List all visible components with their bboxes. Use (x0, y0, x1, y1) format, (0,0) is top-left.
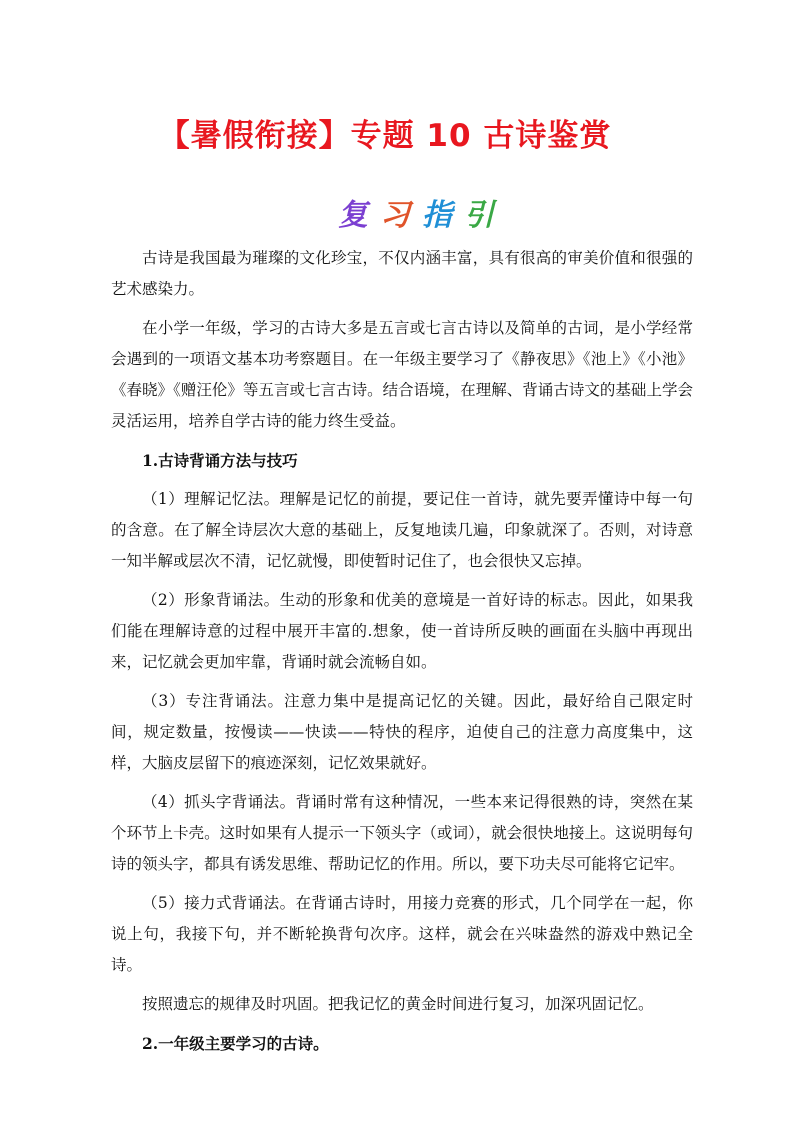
document-body (111, 243, 693, 1067)
guide-char-1: 复 (338, 198, 380, 233)
section-heading-poems: 2.一年级主要学习的古诗。 (142, 1034, 329, 1053)
guide-char-2: 习 (380, 198, 422, 233)
review-guide-heading (337, 196, 507, 236)
paragraph-review: 按照遗忘的规律及时巩固。把我记忆的黄金时间进行复习，加深巩固记忆。 (142, 995, 654, 1013)
page-title: 【暑假衔接】专题 10 古诗鉴赏 (158, 118, 612, 154)
paragraph-method-3: （3）专注背诵法。注意力集中是提高记忆的关键。因此，最好给自己限定时间，规定数量，按慢读——快读——特快的程序，迫使自己的注意力高度集中，这样，大脑皮层留下的痕迹深刻，记忆效果就好。 (111, 692, 693, 772)
paragraph-method-1: （1）理解记忆法。理解是记忆的前提，要记住一首诗，就先要弄懂诗中每一句的含意。在了解全诗层次大意的基础上，反复地读几遍，印象就深了。否则，对诗意一知半解或层次不清，记忆就慢，即使暂时记住了，也会很快又忘掉。 (111, 490, 693, 570)
paragraph-method-2: （2）形象背诵法。生动的形象和优美的意境是一首好诗的标志。因此，如果我们能在理解诗意的过程中展开丰富的.想象，使一首诗所反映的画面在头脑中再现出来，记忆就会更加牢靠，背诵时就会流畅自如。 (111, 591, 693, 671)
guide-char-3: 指 (422, 198, 464, 233)
paragraph-method-4: （4）抓头字背诵法。背诵时常有这种情况，一些本来记得很熟的诗，突然在某个环节上卡壳。这时如果有人提示一下领头字（或词），就会很快地接上。这说明每句诗的领头字，都具有诱发思维、帮助记忆的作用。所以，要下功夫尽可能将它记牢。 (111, 793, 693, 873)
paragraph-method-5: （5）接力式背诵法。在背诵古诗时，用接力竞赛的形式，几个同学在一起，你说上句，我接下句，并不断轮换背句次序。这样，就会在兴味盎然的游戏中熟记全诗。 (111, 894, 693, 974)
guide-char-4: 引 (464, 198, 506, 233)
paragraph-intro: 古诗是我国最为璀璨的文化珍宝，不仅内涵丰富，具有很高的审美价值和很强的艺术感染力。 (111, 249, 693, 298)
paragraph-grade-one: 在小学一年级，学习的古诗大多是五言或七言古诗以及简单的古词，是小学经常会遇到的一项语文基本功考察题目。在一年级主要学习了《静夜思》《池上》《小池》《春晓》《赠汪伦》等五言或七言古诗。结合语境，在理解、背诵古诗文的基础上学会灵活运用，培养自学古诗的能力终生受益。 (111, 319, 693, 430)
section-heading-methods: 1.古诗背诵方法与技巧 (142, 451, 298, 470)
